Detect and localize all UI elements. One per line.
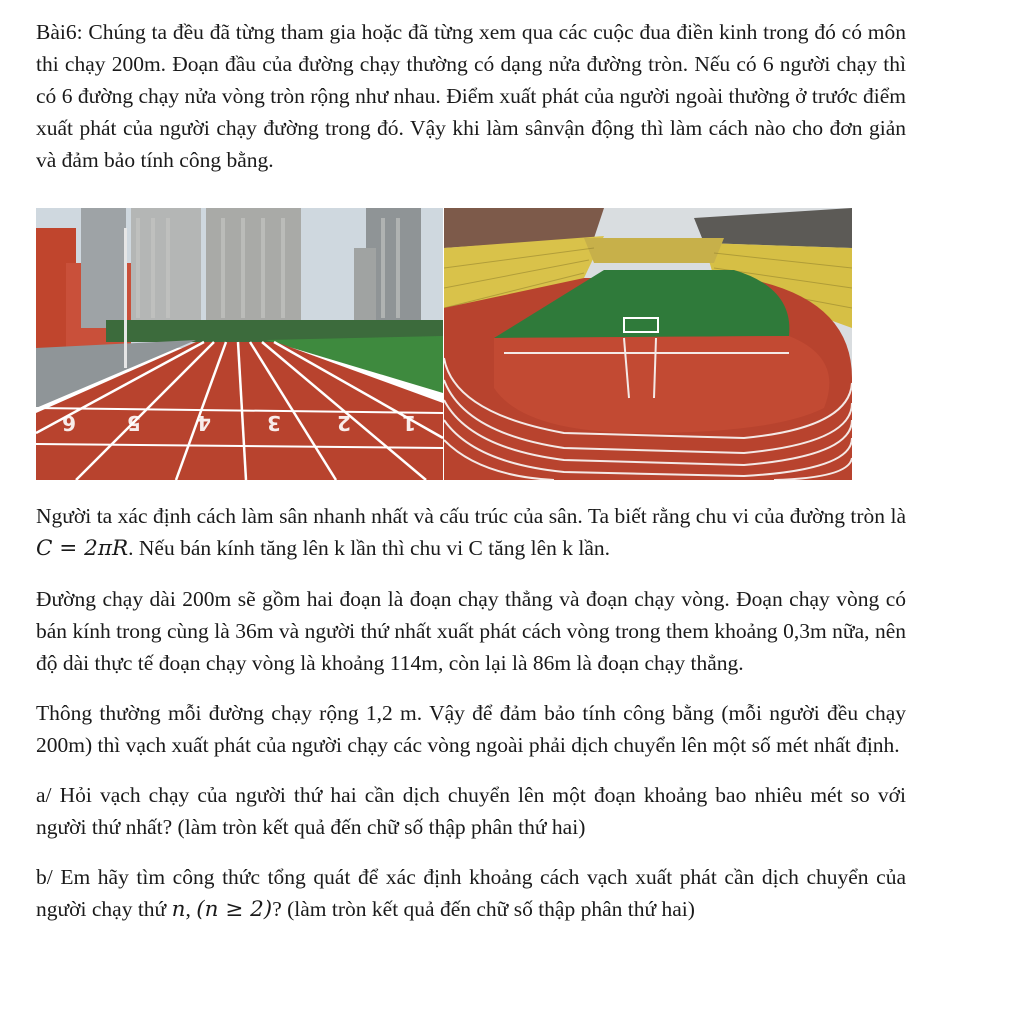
track-straight-photo [36,208,443,480]
stadium-photo [444,208,852,480]
paragraph-text: . Nếu bán kính tăng lên k lần thì chu vi C tăng lên k lần. [128,536,611,560]
paragraph-text: ? (làm tròn kết quả đến chữ số thập phân thứ hai) [272,897,695,921]
lane-number: 1 [402,411,416,435]
lane-number: 2 [337,411,351,435]
condition: (n ≥ 2) [196,897,273,922]
paragraph-lane-width: Thông thường mỗi đường chạy rộng 1,2 m. Vậy để đảm bảo tính công bằng (mỗi người đều chạy 200m) thì vạch xuất phát của người chạy các vòng ngoài phải dịch chuyển lên một số mét nhất định. [36,701,906,757]
question-b [36,861,906,926]
document-page [36,16,906,926]
question-a: a/ Hỏi vạch chạy của người thứ hai cần dịch chuyển lên một đoạn khoảng bao nhiêu mét so với người thứ nhất? (làm tròn kết quả đến chữ số thập phân thứ hai) [36,783,906,839]
photo-row [36,208,906,480]
lane-number: 4 [197,411,211,435]
formula: C = 2πR [36,536,129,561]
lane-number: 3 [267,411,281,435]
lane-number: 5 [127,411,141,435]
paragraph-circumference [36,500,906,565]
paragraph-intro: Bài6: Chúng ta đều đã từng tham gia hoặc đã từng xem qua các cuộc đua điền kinh trong đó có môn thi chạy 200m. Đoạn đầu của đường chạy thường có dạng nửa đường tròn. Nếu có 6 người chạy thì có 6 đường chạy nửa vòng tròn rộng như nhau. Điểm xuất phát của người ngoài thường ở trước điểm xuất phát của người chạy đường trong đó. Vậy khi làm sânvận động thì làm cách nào cho đơn giản và đảm bảo tính công bằng. [36,20,906,172]
paragraph-text: b/ Em hãy tìm công thức tổng quát để xác định khoảng cách vạch xuất phát cần dịch chuyển của người chạy thứ [36,865,906,921]
paragraph-text: Người ta xác định cách làm sân nhanh nhất và cấu trúc của sân. Ta biết rằng chu vi của đường tròn là [36,504,906,528]
variable-n: n [171,897,186,922]
paragraph-track-parts: Đường chạy dài 200m sẽ gồm hai đoạn là đoạn chạy thẳng và đoạn chạy vòng. Đoạn chạy vòng có bán kính trong cùng là 36m và người thứ nhất xuất phát cách vòng trong them khoảng 0,3m nữa, nên độ dài thực tế đoạn chạy vòng là khoảng 114m, còn lại là 86m là đoạn chạy thẳng. [36,587,906,675]
lane-number: 6 [62,411,76,435]
paragraph-text: , [185,897,197,921]
